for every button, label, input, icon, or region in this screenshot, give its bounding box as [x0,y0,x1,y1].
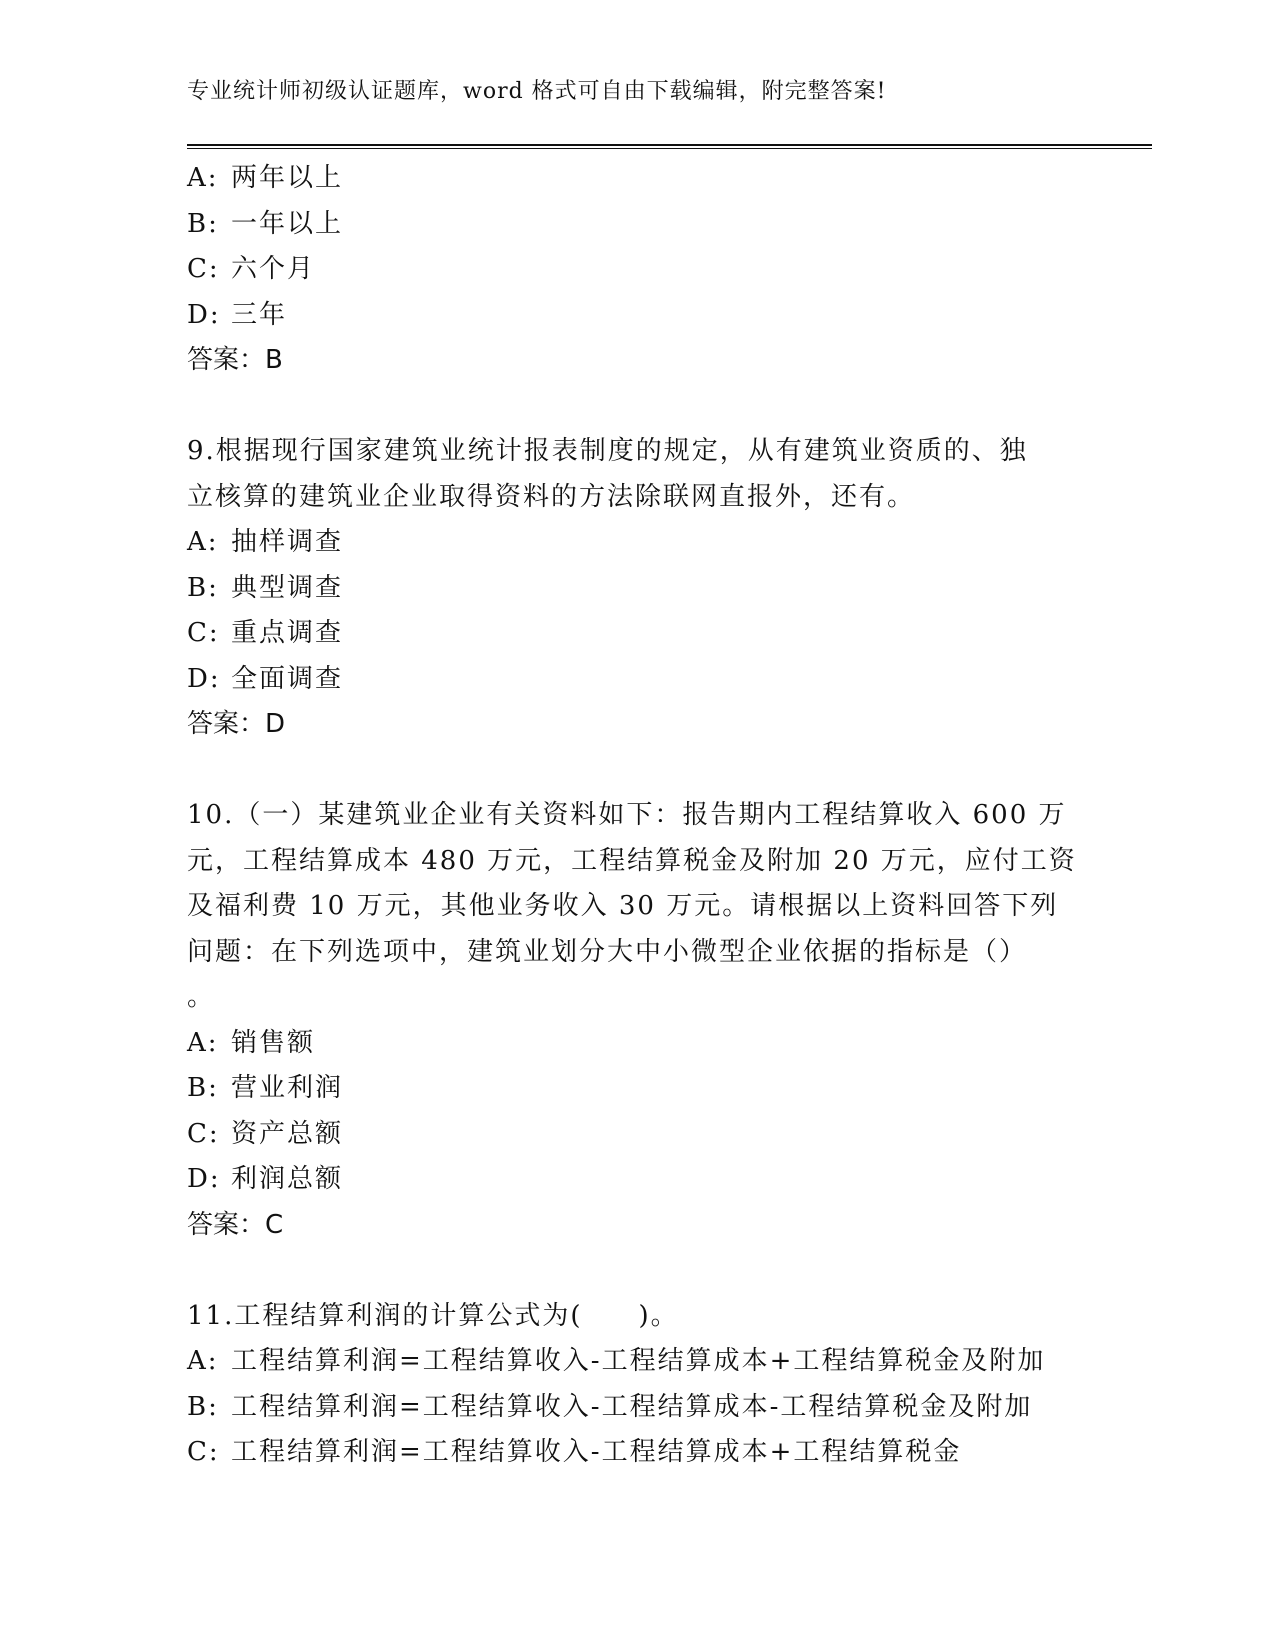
spacer [187,384,1067,430]
option-key: A: [187,1027,219,1058]
option-key: B: [187,208,219,239]
option-key: B: [187,572,219,603]
option-a [187,1021,1067,1067]
option-key: C: [187,1437,220,1467]
option-text: 抽样调查 [231,527,344,557]
option-c [187,247,1067,293]
answer-line: 答案：D [187,709,286,739]
option-text: 六个月 [231,254,316,284]
option-text: 一年以上 [231,208,344,239]
option-text: 营业利润 [231,1073,344,1103]
question-text-line: 问题：在下列选项中，建筑业划分大中小微型企业依据的指标是（） [187,936,1028,967]
header-divider [187,144,1152,149]
option-text: 两年以上 [231,163,344,193]
option-c [187,1430,1067,1476]
option-text: 利润总额 [231,1164,344,1194]
option-d [187,293,1067,339]
spacer [187,1248,1067,1294]
question-text-line: 10.（一）某建筑业企业有关资料如下：报告期内工程结算收入 600 万 [187,800,1067,830]
option-key: B: [187,1391,219,1422]
option-b [187,566,1067,612]
option-text: 工程结算利润=工程结算收入-工程结算成本+工程结算税金 [231,1437,962,1467]
option-b [187,1066,1067,1112]
option-text: 销售额 [231,1027,316,1058]
option-key: C: [187,1118,220,1149]
question-9 [187,429,1067,748]
question-8-options [187,156,1067,384]
question-text-line: 元，工程结算成本 480 万元，工程结算税金及附加 20 万元，应付工资 [187,845,1077,876]
option-key: A: [187,163,219,193]
option-key: D: [187,1164,221,1194]
option-text: 工程结算利润=工程结算收入-工程结算成本+工程结算税金及附加 [231,1346,1046,1376]
option-key: D: [187,663,221,694]
question-text-line: 。 [187,982,216,1012]
option-key: A: [187,1346,219,1376]
page-header: 专业统计师初级认证题库，word 格式可自由下载编辑，附完整答案! [187,79,887,104]
option-key: A: [187,527,219,557]
option-c [187,611,1067,657]
question-11 [187,1294,1067,1476]
option-c [187,1112,1067,1158]
option-a [187,156,1067,202]
option-key: C: [187,254,220,284]
spacer [187,748,1067,794]
option-d [187,657,1067,703]
answer-line: 答案：C [187,1209,284,1240]
option-key: D: [187,299,221,330]
question-text-line: 立核算的建筑业企业取得资料的方法除联网直报外，还有。 [187,481,916,512]
option-key: C: [187,618,220,648]
option-b [187,1385,1067,1431]
question-text-line: 11.工程结算利润的计算公式为( )。 [187,1300,679,1331]
option-d [187,1157,1067,1203]
option-a [187,520,1067,566]
option-text: 典型调查 [231,572,344,603]
option-key: B: [187,1073,219,1103]
option-text: 资产总额 [231,1118,344,1149]
option-text: 工程结算利润=工程结算收入-工程结算成本-工程结算税金及附加 [231,1391,1033,1422]
option-text: 全面调查 [231,663,344,694]
option-text: 三年 [231,299,288,330]
option-text: 重点调查 [231,618,344,648]
question-10 [187,793,1077,1248]
question-content [187,156,1077,1476]
question-text-line: 及福利费 10 万元，其他业务收入 30 万元。请根据以上资料回答下列 [187,891,1059,921]
option-b [187,202,1067,248]
question-text-line: 9.根据现行国家建筑业统计报表制度的规定，从有建筑业资质的、独 [187,436,1028,466]
answer-line: 答案：B [187,345,283,375]
option-a [187,1339,1067,1385]
